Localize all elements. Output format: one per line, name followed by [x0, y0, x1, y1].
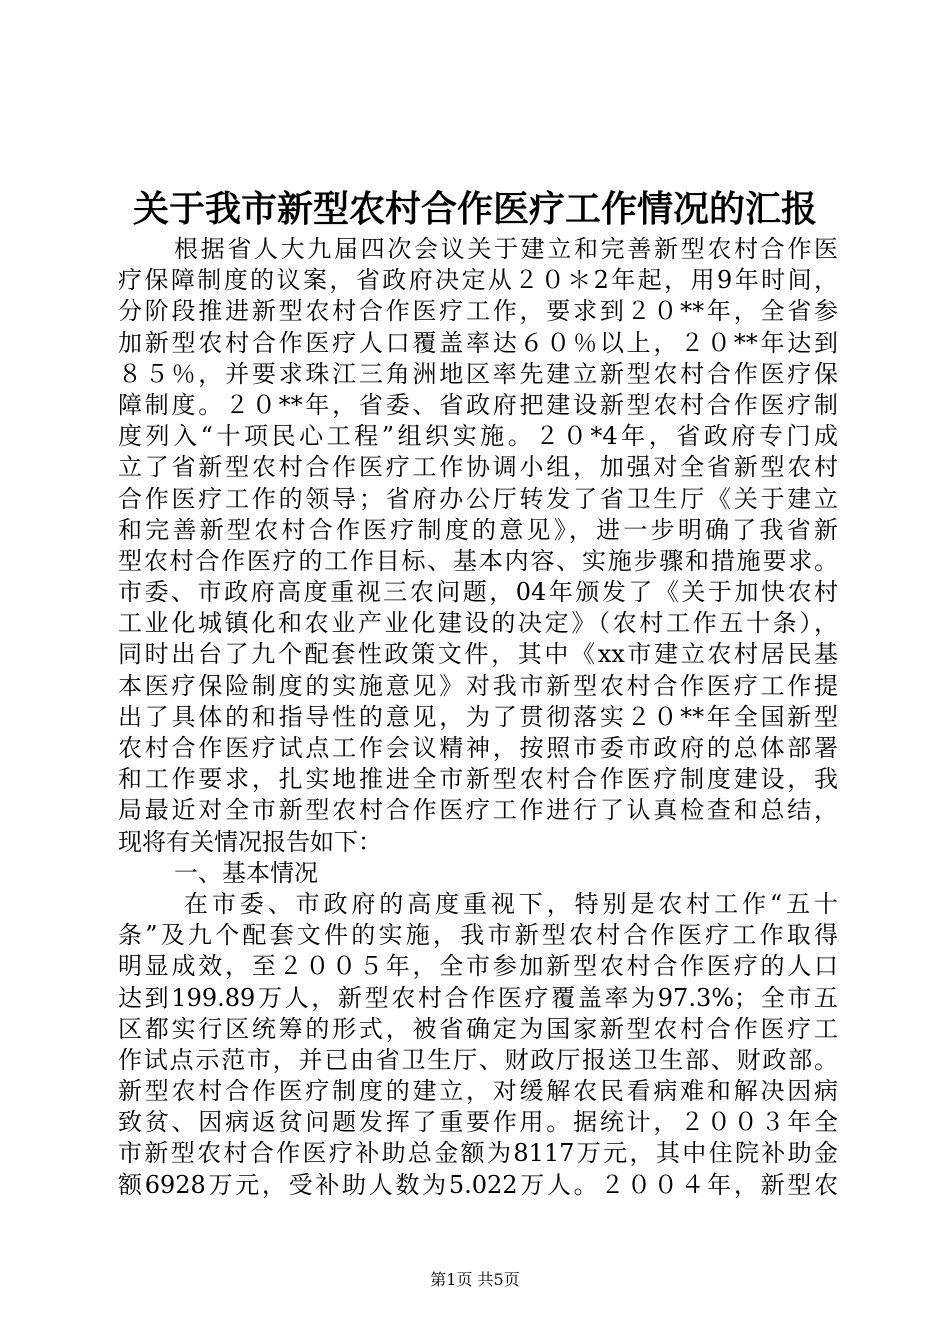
document-title: 关于我市新型农村合作医疗工作情况的汇报: [132, 188, 817, 230]
paragraph-line: 合作医疗工作的领导；省府办公厅转发了省卫生厅《关于建立: [118, 484, 838, 513]
paragraph-line: 分阶段推进新型农村合作医疗工作，要求到２０**年，全省参: [118, 297, 838, 326]
paragraph-line: 条”及九个配套文件的实施，我市新型农村合作医疗工作取得: [118, 921, 838, 950]
paragraph-line: 本医疗保险制度的实施意见》对我市新型农村合作医疗工作提: [118, 671, 838, 700]
paragraph-line: 达到199.89万人，新型农村合作医疗覆盖率为97.3%；全市五: [118, 983, 838, 1012]
paragraph-line: 工业化城镇化和农业产业化建设的决定》（农村工作五十条），: [118, 609, 838, 638]
paragraph-line: 出了具体的和指导性的意见，为了贯彻落实２０**年全国新型: [118, 702, 838, 731]
paragraph-line: 明显成效，至２００５年，全市参加新型农村合作医疗的人口: [118, 952, 838, 981]
paragraph-line: 致贫、因病返贫问题发挥了重要作用。据统计，２００３年全: [118, 1108, 838, 1137]
paragraph-line: 市委、市政府高度重视三农问题，04年颁发了《关于加快农村: [118, 578, 838, 607]
section-heading: 一、基本情况: [174, 858, 318, 887]
paragraph-line: ８５％，并要求珠江三角洲地区率先建立新型农村合作医疗保: [118, 359, 838, 388]
paragraph-line: 和完善新型农村合作医疗制度的意见》，进一步明确了我省新: [118, 515, 838, 544]
paragraph-line: 同时出台了九个配套性政策文件，其中《xx市建立农村居民基: [118, 640, 838, 669]
paragraph-line: 额6928万元，受补助人数为5.022万人。２００４年，新型农: [118, 1170, 838, 1199]
paragraph-line: 现将有关情况报告如下：: [118, 827, 382, 856]
paragraph-line: 根据省人大九届四次会议关于建立和完善新型农村合作医: [174, 235, 838, 263]
paragraph-line: 局最近对全市新型农村合作医疗工作进行了认真检查和总结，: [118, 796, 838, 825]
paragraph-line: 和工作要求，扎实地推进全市新型农村合作医疗制度建设，我: [118, 765, 838, 794]
paragraph-line: 在市委、市政府的高度重视下，特别是农村工作“五十: [184, 889, 838, 918]
paragraph-line: 农村合作医疗试点工作会议精神，按照市委市政府的总体部署: [118, 734, 838, 762]
paragraph-line: 疗保障制度的议案，省政府决定从２０＊2年起，用9年时间，: [118, 266, 838, 295]
paragraph-line: 作试点示范市，并已由省卫生厅、财政厅报送卫生部、财政部。: [118, 1045, 838, 1074]
paragraph-line: 市新型农村合作医疗补助总金额为8117万元，其中住院补助金: [118, 1139, 838, 1168]
paragraph-line: 度列入“十项民心工程”组织实施。２０*4年，省政府专门成: [118, 422, 838, 451]
paragraph-line: 新型农村合作医疗制度的建立，对缓解农民看病难和解决因病: [118, 1077, 838, 1106]
paragraph-line: 型农村合作医疗的工作目标、基本内容、实施步骤和措施要求。: [118, 546, 838, 575]
page-footer: 第1页 共5页: [430, 1270, 520, 1289]
paragraph-line: 立了省新型农村合作医疗工作协调小组，加强对全省新型农村: [118, 453, 838, 482]
paragraph-line: 障制度。２０**年，省委、省政府把建设新型农村合作医疗制: [118, 390, 838, 419]
paragraph-line: 加新型农村合作医疗人口覆盖率达６０％以上，２０**年达到: [118, 328, 838, 357]
paragraph-line: 区都实行区统筹的形式，被省确定为国家新型农村合作医疗工: [118, 1014, 838, 1043]
document-body: [118, 234, 838, 1201]
